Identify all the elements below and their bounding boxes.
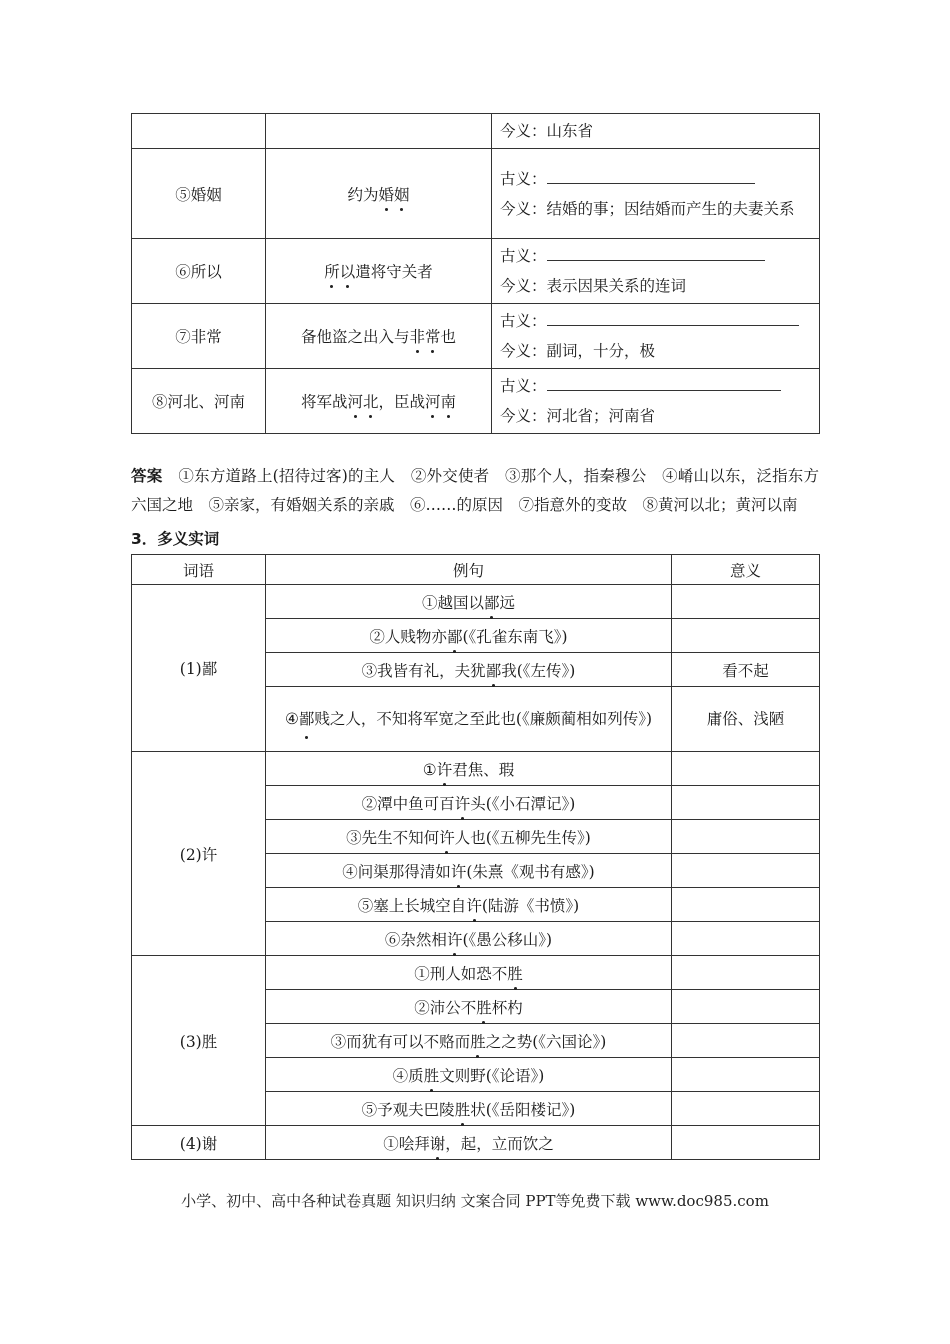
dotted-word	[455, 1101, 471, 1119]
word-cell: (2)许	[132, 752, 266, 956]
dotted-word	[409, 328, 440, 346]
table-row	[132, 304, 820, 369]
sentence-text: ⑥杂然相	[384, 930, 447, 949]
dotted-word	[425, 393, 456, 411]
modern-meaning: 今义：副词，十分，极	[500, 342, 656, 360]
emphasis-char: 河	[425, 390, 441, 412]
ancient-label: 古义：	[500, 169, 547, 188]
meaning-cell	[672, 854, 820, 888]
sentence-text: ①	[422, 760, 437, 779]
sentence-text: ④质	[392, 1066, 424, 1085]
emphasis-char: 胜	[476, 996, 492, 1018]
meaning-cell	[492, 369, 820, 434]
emphasis-char: 北	[363, 390, 379, 412]
table-row	[132, 956, 820, 990]
ancient-meaning	[500, 306, 811, 336]
column-header: 词语	[132, 555, 266, 585]
answer-blank	[547, 376, 781, 391]
table-row	[132, 114, 820, 149]
table-row	[132, 1126, 820, 1160]
emphasis-char: 常	[425, 325, 441, 347]
dotted-word	[484, 594, 500, 612]
emphasis-char: 姻	[394, 183, 410, 205]
sentence-text: ，起，立而饮之	[445, 1134, 554, 1153]
dotted-word	[299, 710, 315, 728]
sentence-text: ②潭中鱼可百	[361, 794, 455, 813]
emphasis-char: 非	[409, 325, 425, 347]
dotted-word	[451, 863, 467, 881]
word-cell: ⑦非常	[132, 304, 266, 369]
dotted-word	[378, 186, 409, 204]
table-row	[132, 239, 820, 304]
dotted-word	[324, 263, 355, 281]
emphasis-char: 鄙	[484, 591, 500, 613]
emphasis-char: 许	[437, 758, 453, 780]
header-row	[132, 555, 820, 585]
sentence-cell	[266, 114, 492, 149]
sentence-text: 贱之人，不知将军宽之至此也(《廉颇蔺相如列传》)	[314, 710, 653, 728]
dotted-word	[466, 897, 482, 915]
meaning-cell	[672, 990, 820, 1024]
dotted-word	[470, 1033, 486, 1051]
sentence-text: ④问渠那得清如	[342, 862, 451, 881]
table-row	[132, 585, 820, 619]
dotted-word	[486, 662, 502, 680]
emphasis-char: 胜	[507, 962, 523, 984]
sentence-text: 杯杓	[491, 998, 523, 1017]
word-cell: ⑤婚姻	[132, 149, 266, 239]
table-row	[132, 752, 820, 786]
meaning-cell	[672, 956, 820, 990]
dotted-word	[455, 795, 471, 813]
ancient-meaning	[500, 164, 811, 194]
sentence-text: 君焦、瑕	[452, 760, 515, 779]
sentence-text: 约为	[347, 185, 379, 204]
emphasis-char: 许	[439, 826, 455, 848]
meaning-cell	[492, 114, 820, 149]
dotted-word	[476, 999, 492, 1017]
example-cell	[266, 619, 672, 653]
sentence-text: 备他盗之出入与	[300, 328, 410, 346]
emphasis-char: 鄙	[486, 659, 502, 681]
emphasis-char: 谢	[430, 1132, 446, 1154]
modern-meaning: 今义：河北省；河南省	[500, 407, 656, 425]
dotted-word	[439, 829, 455, 847]
meaning-cell	[492, 239, 820, 304]
word-cell: (3)胜	[132, 956, 266, 1126]
example-cell	[266, 1058, 672, 1092]
word-cell	[132, 114, 266, 149]
example-cell	[266, 687, 672, 752]
example-cell	[266, 956, 672, 990]
sentence-text: (朱熹《观书有感》)	[466, 862, 595, 881]
sentence-text: ①哙拜	[383, 1134, 430, 1153]
column-header: 例句	[266, 555, 672, 585]
sentence-text: (《孔雀东南飞》)	[462, 627, 568, 646]
sentence-text: ③而犹有可以不赂而	[330, 1032, 471, 1051]
meaning-cell	[672, 1092, 820, 1126]
answer-blank	[547, 246, 765, 261]
meaning-cell	[672, 820, 820, 854]
ancient-meaning	[500, 241, 811, 271]
dotted-word	[347, 393, 378, 411]
example-cell	[266, 1092, 672, 1126]
meaning-cell	[672, 619, 820, 653]
emphasis-char: 胜	[470, 1030, 486, 1052]
meaning-cell	[672, 752, 820, 786]
meaning-cell	[672, 786, 820, 820]
sentence-cell	[266, 149, 492, 239]
emphasis-char: 许	[451, 860, 467, 882]
ancient-label: 古义：	[500, 312, 547, 330]
emphasis-char: 以	[340, 260, 356, 282]
page-footer: 小学、初中、高中各种试卷真题 知识归纳 文案合同 PPT等免费下载 www.doc985.com	[181, 1192, 769, 1210]
modern-meaning: 今义：山东省	[500, 122, 594, 140]
emphasis-char: 胜	[424, 1064, 440, 1086]
meaning-cell	[672, 585, 820, 619]
example-cell	[266, 820, 672, 854]
example-cell	[266, 1024, 672, 1058]
word-cell: ⑥所以	[132, 239, 266, 304]
emphasis-char: 所	[324, 260, 340, 282]
sentence-text: 人也(《五柳先生传》)	[454, 828, 591, 847]
sentence-cell	[266, 239, 492, 304]
dotted-word	[507, 965, 523, 983]
column-header: 意义	[672, 555, 820, 585]
meaning-cell	[492, 149, 820, 239]
word-cell: ⑧河北、河南	[132, 369, 266, 434]
meaning-cell	[672, 1024, 820, 1058]
sentence-text: ④	[284, 710, 299, 728]
sentence-text: 我(《左传》)	[501, 661, 576, 680]
sentence-text: ③先生不知何	[346, 828, 440, 847]
sentence-text: 之之势(《六国论》)	[485, 1032, 607, 1051]
sentence-text: ①刑人如恐不	[414, 964, 508, 983]
answer-label: 答案	[131, 467, 163, 485]
dotted-word	[437, 761, 453, 779]
emphasis-char: 胜	[455, 1098, 471, 1120]
modern-meaning: 今义：结婚的事；因结婚而产生的夫妻关系	[500, 199, 795, 218]
meaning-cell	[672, 1126, 820, 1160]
sentence-text: 头(《小石潭记》)	[470, 794, 576, 813]
sentence-text: ⑤予观夫巴陵	[361, 1100, 455, 1119]
table-row	[132, 369, 820, 434]
answer-blank	[547, 169, 755, 184]
emphasis-char: 鄙	[447, 625, 463, 647]
sentence-text: ，臣战	[378, 393, 426, 411]
emphasis-char: 许	[466, 894, 482, 916]
sentence-text: (陆游《书愤》)	[481, 896, 580, 915]
word-cell: (1)鄙	[132, 585, 266, 752]
sentence-text: ③我皆有礼，夫犹	[361, 661, 486, 680]
answer-text: ①东方道路上(招待过客)的主人 ②外交使者 ③那个人，指秦穆公 ④崤山以东，泛指东方六国之地 ⑤亲家，有婚姻关系的亲戚 ⑥……的原因 ⑦指意外的变故 ⑧黄河以北；黄河以南	[131, 467, 819, 514]
ancient-meaning	[500, 371, 811, 401]
polysemy-table	[131, 554, 820, 1160]
emphasis-char: 鄙	[299, 705, 315, 733]
ancient-label: 古义：	[500, 247, 547, 265]
example-cell	[266, 854, 672, 888]
emphasis-char: 南	[441, 390, 457, 412]
modern-meaning: 今义：表示因果关系的连词	[500, 277, 687, 295]
example-cell	[266, 653, 672, 687]
sentence-text: ①越国以	[421, 593, 484, 612]
example-cell	[266, 786, 672, 820]
dotted-word	[447, 931, 463, 949]
sentence-cell	[266, 369, 492, 434]
word-cell: (4)谢	[132, 1126, 266, 1160]
sentence-text: 文则野(《论语》)	[439, 1066, 545, 1085]
example-cell	[266, 1126, 672, 1160]
meaning-cell: 看不起	[672, 653, 820, 687]
sentence-text: (《愚公移山》)	[462, 930, 553, 949]
dotted-word	[447, 628, 463, 646]
word-meaning-table	[131, 113, 820, 434]
sentence-text: ②沛公不	[414, 998, 477, 1017]
meaning-cell	[672, 1058, 820, 1092]
emphasis-char: 河	[347, 390, 363, 412]
table-row	[132, 149, 820, 239]
sentence-text: 远	[499, 593, 516, 612]
example-cell	[266, 990, 672, 1024]
emphasis-char: 婚	[378, 183, 394, 205]
meaning-cell: 庸俗、浅陋	[672, 687, 820, 752]
section-title: 3．多义实词	[131, 530, 220, 548]
page-body	[131, 113, 819, 1160]
meaning-cell	[672, 922, 820, 956]
answer-paragraph	[131, 462, 819, 520]
meaning-cell	[672, 888, 820, 922]
example-cell	[266, 888, 672, 922]
emphasis-char: 许	[455, 792, 471, 814]
ancient-label: 古义：	[500, 377, 547, 395]
sentence-text: 状(《岳阳楼记》)	[470, 1100, 576, 1119]
sentence-text: 遣将守关者	[355, 263, 433, 281]
meaning-cell	[492, 304, 820, 369]
example-cell	[266, 922, 672, 956]
sentence-cell	[266, 304, 492, 369]
sentence-text: ⑤塞上长城空自	[357, 896, 467, 915]
answer-blank	[547, 311, 799, 326]
sentence-text: ②人贱物亦	[369, 627, 447, 646]
sentence-text: 将军战	[300, 393, 348, 411]
sentence-text: 也	[440, 328, 457, 346]
example-cell	[266, 752, 672, 786]
dotted-word	[430, 1135, 446, 1153]
emphasis-char: 许	[447, 928, 463, 950]
example-cell	[266, 585, 672, 619]
dotted-word	[424, 1067, 440, 1085]
